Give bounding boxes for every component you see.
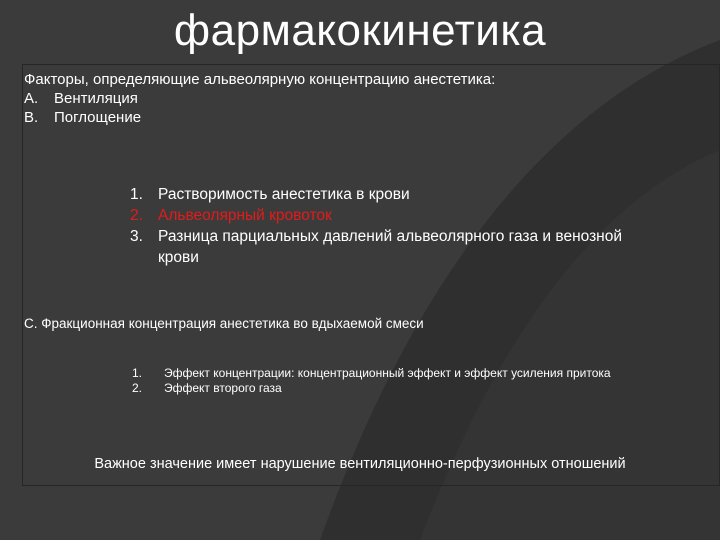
list-item-number: 3. xyxy=(130,228,143,245)
list-item-text: Растворимость анестетика в крови xyxy=(158,186,410,203)
list-item xyxy=(132,381,642,396)
intro-item-label: В. xyxy=(24,109,39,126)
slide-title: фармакокинетика xyxy=(173,6,547,55)
list-item-text: Разница парциальных давлений альвеолярного газа и венозной крови xyxy=(158,228,623,266)
list-item-number: 2. xyxy=(130,207,143,224)
list-item-text: Эффект концентрации: концентрационный эффект и эффект усиления притока xyxy=(164,366,611,380)
intro-item-label: А. xyxy=(24,90,39,107)
intro-item xyxy=(24,108,495,127)
intro-heading: Факторы, определяющие альвеолярную концентрацию анестетика: xyxy=(24,71,496,88)
list-item xyxy=(132,366,642,381)
list-item-number: 2. xyxy=(132,381,143,395)
list-item-number: 1. xyxy=(132,366,143,380)
intro-item-text: Вентиляция xyxy=(54,90,138,107)
intro-block xyxy=(24,70,495,127)
list-item-highlighted xyxy=(130,205,630,226)
list-item-number: 1. xyxy=(130,186,143,203)
effects-list xyxy=(132,366,642,396)
list-item-text: Альвеолярный кровоток xyxy=(158,207,332,224)
intro-item xyxy=(24,89,495,108)
intro-item-text: Поглощение xyxy=(54,109,142,126)
list-item xyxy=(130,226,630,268)
list-item-text: Эффект второго газа xyxy=(164,381,282,395)
content-frame xyxy=(22,64,720,486)
absorption-factors-list xyxy=(130,184,630,268)
list-item xyxy=(130,184,630,205)
footer-statement: Важное значение имеет нарушение вентиляционно-перфузионных отношений xyxy=(94,456,626,472)
section-c-heading: С. Фракционная концентрация анестетика во вдыхаемой смеси xyxy=(24,316,424,331)
